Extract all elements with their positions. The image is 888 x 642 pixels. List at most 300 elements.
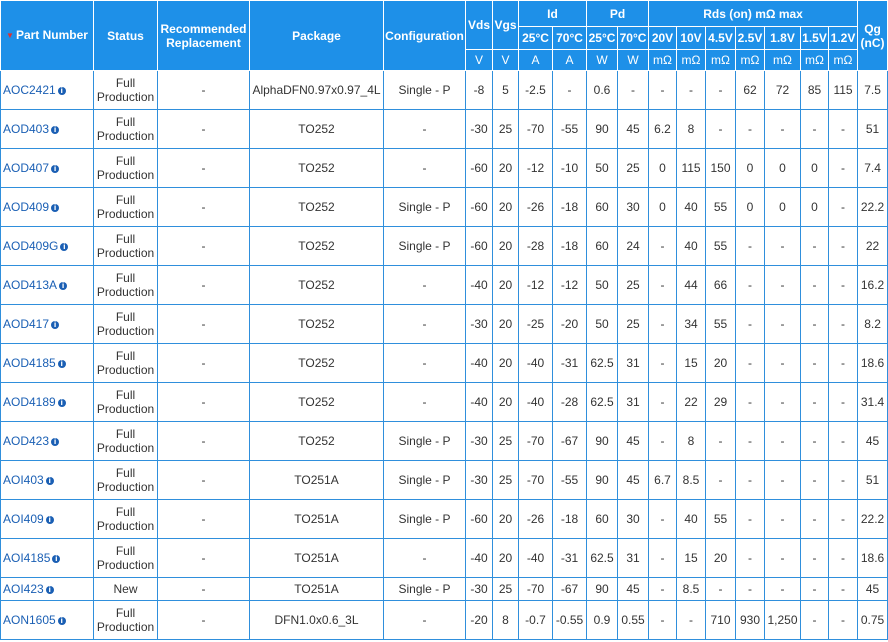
info-icon[interactable]: i — [58, 87, 66, 95]
package-cell: TO252 — [250, 344, 384, 383]
value-cell: -30 — [466, 422, 493, 461]
package-cell: TO251A — [250, 461, 384, 500]
value-cell: - — [801, 344, 829, 383]
value-cell: 0 — [649, 149, 677, 188]
table-row — [1, 500, 888, 539]
header-vds[interactable]: Vds — [466, 1, 493, 50]
header-configuration[interactable]: Configuration — [384, 1, 466, 71]
package-cell: TO251A — [250, 539, 384, 578]
value-cell: -70 — [519, 110, 553, 149]
part-number-cell — [1, 71, 94, 110]
value-cell: -18 — [553, 500, 587, 539]
value-cell: - — [765, 344, 801, 383]
value-cell: 8.5 — [677, 578, 706, 601]
value-cell: - — [801, 578, 829, 601]
qg-cell: 18.6 — [858, 539, 888, 578]
table-row — [1, 601, 888, 640]
value-cell: 45 — [618, 422, 649, 461]
value-cell: 30 — [618, 188, 649, 227]
table-row — [1, 110, 888, 149]
value-cell: 22 — [677, 383, 706, 422]
value-cell: - — [765, 461, 801, 500]
info-icon[interactable]: i — [46, 586, 54, 594]
qg-cell: 7.5 — [858, 71, 888, 110]
qg-cell: 22 — [858, 227, 888, 266]
header-recommended-replacement[interactable]: Recommended Replacement — [158, 1, 250, 71]
package-cell: TO252 — [250, 188, 384, 227]
value-cell: 6.2 — [649, 110, 677, 149]
header-package[interactable]: Package — [250, 1, 384, 71]
value-cell: 60 — [587, 227, 618, 266]
header-rds-voltage-2[interactable]: 4.5V — [706, 27, 736, 50]
value-cell: - — [801, 539, 829, 578]
part-number-cell — [1, 227, 94, 266]
value-cell: 40 — [677, 227, 706, 266]
value-cell: - — [649, 539, 677, 578]
value-cell: -67 — [553, 422, 587, 461]
value-cell: 1,250 — [765, 601, 801, 640]
header-rds-voltage-1[interactable]: 10V — [677, 27, 706, 50]
value-cell: - — [649, 71, 677, 110]
value-cell: -12 — [519, 266, 553, 305]
configuration-cell: Single - P — [384, 461, 466, 500]
value-cell: 31 — [618, 344, 649, 383]
package-cell: TO252 — [250, 422, 384, 461]
status-cell: Full Production — [94, 539, 158, 578]
value-cell: - — [829, 601, 858, 640]
table-row — [1, 344, 888, 383]
value-cell: 0 — [765, 188, 801, 227]
info-icon[interactable]: i — [58, 360, 66, 368]
value-cell: 45 — [618, 110, 649, 149]
value-cell: 24 — [618, 227, 649, 266]
header-unit-11: mΩ — [801, 50, 829, 71]
value-cell: 115 — [677, 149, 706, 188]
status-cell: Full Production — [94, 422, 158, 461]
value-cell: - — [765, 422, 801, 461]
part-number-link[interactable]: AOI423 — [3, 582, 44, 596]
qg-cell: 45 — [858, 422, 888, 461]
value-cell: -30 — [466, 305, 493, 344]
header-unit-6: mΩ — [649, 50, 677, 71]
value-cell: - — [649, 578, 677, 601]
part-number-link[interactable]: AOI409 — [3, 512, 44, 526]
part-number-link[interactable]: AOI4185 — [3, 551, 51, 565]
value-cell: 20 — [493, 344, 519, 383]
header-rds-voltage-6[interactable]: 1.2V — [829, 27, 858, 50]
value-cell: 62.5 — [587, 383, 618, 422]
value-cell: 5 — [493, 71, 519, 110]
value-cell: 20 — [493, 383, 519, 422]
header-rds: Rds (on) mΩ max — [649, 1, 858, 27]
replacement-cell: - — [158, 461, 250, 500]
part-number-link[interactable]: AOC2421 — [3, 83, 56, 97]
header-temp-0[interactable]: 25°C — [519, 27, 553, 50]
value-cell: 55 — [706, 227, 736, 266]
value-cell: -12 — [553, 266, 587, 305]
value-cell: 115 — [829, 71, 858, 110]
value-cell: - — [649, 601, 677, 640]
configuration-cell: Single - P — [384, 71, 466, 110]
value-cell: 50 — [587, 305, 618, 344]
value-cell: 25 — [493, 110, 519, 149]
value-cell: -40 — [519, 344, 553, 383]
info-icon[interactable]: i — [51, 204, 59, 212]
value-cell: -40 — [466, 383, 493, 422]
part-number-link[interactable]: AOI403 — [3, 473, 44, 487]
part-number-link[interactable]: AOD409 — [3, 200, 50, 214]
table-row — [1, 266, 888, 305]
value-cell: - — [829, 539, 858, 578]
table-row — [1, 422, 888, 461]
info-icon[interactable]: i — [46, 477, 54, 485]
value-cell: -8 — [466, 71, 493, 110]
header-rds-voltage-4[interactable]: 1.8V — [765, 27, 801, 50]
value-cell: -20 — [553, 305, 587, 344]
value-cell: 31 — [618, 539, 649, 578]
value-cell: - — [829, 266, 858, 305]
qg-cell: 31.4 — [858, 383, 888, 422]
value-cell: - — [765, 110, 801, 149]
value-cell: - — [736, 461, 765, 500]
value-cell: 31 — [618, 383, 649, 422]
value-cell: 0.9 — [587, 601, 618, 640]
value-cell: - — [765, 266, 801, 305]
value-cell: - — [765, 383, 801, 422]
header-temp-1[interactable]: 70°C — [553, 27, 587, 50]
package-cell: DFN1.0x0.6_3L — [250, 601, 384, 640]
info-icon[interactable]: i — [51, 165, 59, 173]
status-cell: Full Production — [94, 110, 158, 149]
table-row — [1, 539, 888, 578]
value-cell: -26 — [519, 500, 553, 539]
value-cell: - — [801, 266, 829, 305]
value-cell: 40 — [677, 188, 706, 227]
status-cell: Full Production — [94, 149, 158, 188]
qg-cell: 16.2 — [858, 266, 888, 305]
configuration-cell: - — [384, 344, 466, 383]
header-unit-4: W — [587, 50, 618, 71]
value-cell: 60 — [587, 188, 618, 227]
package-cell: TO251A — [250, 500, 384, 539]
header-unit-10: mΩ — [765, 50, 801, 71]
value-cell: - — [829, 227, 858, 266]
value-cell: 25 — [618, 266, 649, 305]
value-cell: - — [829, 422, 858, 461]
part-number-link[interactable]: AOD409G — [3, 239, 59, 253]
replacement-cell: - — [158, 344, 250, 383]
value-cell: 0 — [736, 149, 765, 188]
replacement-cell: - — [158, 601, 250, 640]
info-icon[interactable]: i — [58, 399, 66, 407]
replacement-cell: - — [158, 422, 250, 461]
part-number-cell — [1, 601, 94, 640]
configuration-cell: Single - P — [384, 227, 466, 266]
status-cell: Full Production — [94, 383, 158, 422]
header-pd: Pd — [587, 1, 649, 27]
value-cell: -26 — [519, 188, 553, 227]
value-cell: - — [706, 110, 736, 149]
part-number-cell — [1, 539, 94, 578]
value-cell: - — [649, 422, 677, 461]
part-number-link[interactable]: AOD4189 — [3, 395, 56, 409]
value-cell: 8 — [677, 422, 706, 461]
value-cell: -18 — [553, 227, 587, 266]
replacement-cell: - — [158, 539, 250, 578]
value-cell: -12 — [519, 149, 553, 188]
value-cell: 25 — [493, 461, 519, 500]
value-cell: - — [649, 500, 677, 539]
info-icon[interactable]: i — [46, 516, 54, 524]
value-cell: 8 — [493, 601, 519, 640]
status-cell: Full Production — [94, 227, 158, 266]
value-cell: 0 — [801, 149, 829, 188]
info-icon[interactable]: i — [51, 321, 59, 329]
value-cell: 40 — [677, 500, 706, 539]
part-number-cell — [1, 266, 94, 305]
value-cell: - — [649, 266, 677, 305]
header-unit-7: mΩ — [677, 50, 706, 71]
value-cell: - — [829, 110, 858, 149]
value-cell: 90 — [587, 461, 618, 500]
value-cell: 20 — [706, 539, 736, 578]
value-cell: - — [829, 188, 858, 227]
package-cell: TO252 — [250, 110, 384, 149]
value-cell: 20 — [493, 500, 519, 539]
value-cell: - — [829, 578, 858, 601]
package-cell: TO252 — [250, 149, 384, 188]
table-row — [1, 149, 888, 188]
value-cell: -60 — [466, 227, 493, 266]
qg-cell: 45 — [858, 578, 888, 601]
value-cell: -67 — [553, 578, 587, 601]
value-cell: -70 — [519, 461, 553, 500]
value-cell: -40 — [466, 539, 493, 578]
status-cell: Full Production — [94, 266, 158, 305]
table-row — [1, 383, 888, 422]
info-icon[interactable]: i — [60, 243, 68, 251]
configuration-cell: Single - P — [384, 500, 466, 539]
sort-down-arrow-icon[interactable]: ▼ — [6, 31, 14, 40]
header-part-number[interactable]: ▼ Part Number — [1, 1, 94, 71]
value-cell: 20 — [493, 227, 519, 266]
value-cell: - — [801, 500, 829, 539]
header-unit-12: mΩ — [829, 50, 858, 71]
value-cell: -0.55 — [553, 601, 587, 640]
value-cell: - — [736, 110, 765, 149]
info-icon[interactable]: i — [58, 617, 66, 625]
value-cell: - — [736, 500, 765, 539]
configuration-cell: - — [384, 110, 466, 149]
value-cell: - — [553, 71, 587, 110]
value-cell: -28 — [553, 383, 587, 422]
configuration-cell: - — [384, 305, 466, 344]
value-cell: 15 — [677, 344, 706, 383]
value-cell: 6.7 — [649, 461, 677, 500]
value-cell: - — [829, 383, 858, 422]
value-cell: 55 — [706, 305, 736, 344]
value-cell: - — [829, 461, 858, 500]
package-cell: TO252 — [250, 266, 384, 305]
value-cell: - — [649, 227, 677, 266]
part-number-link[interactable]: AOD407 — [3, 161, 50, 175]
header-unit-8: mΩ — [706, 50, 736, 71]
info-icon[interactable]: i — [51, 126, 59, 134]
value-cell: - — [829, 344, 858, 383]
qg-cell: 7.4 — [858, 149, 888, 188]
value-cell: -70 — [519, 422, 553, 461]
header-qg[interactable]: Qg (nC) — [858, 1, 888, 71]
configuration-cell: - — [384, 149, 466, 188]
value-cell: 90 — [587, 422, 618, 461]
value-cell: 34 — [677, 305, 706, 344]
part-number-link[interactable]: AOD413A — [3, 278, 58, 292]
value-cell: -60 — [466, 188, 493, 227]
header-unit-9: mΩ — [736, 50, 765, 71]
value-cell: -40 — [466, 266, 493, 305]
part-number-link[interactable]: AON1605 — [3, 613, 56, 627]
header-vgs[interactable]: Vgs — [493, 1, 519, 50]
value-cell: 29 — [706, 383, 736, 422]
status-cell: Full Production — [94, 344, 158, 383]
value-cell: - — [649, 383, 677, 422]
value-cell: 44 — [677, 266, 706, 305]
part-number-link[interactable]: AOD403 — [3, 122, 50, 136]
package-cell: TO252 — [250, 227, 384, 266]
qg-cell: 51 — [858, 461, 888, 500]
configuration-cell: Single - P — [384, 578, 466, 601]
replacement-cell: - — [158, 500, 250, 539]
table-row — [1, 188, 888, 227]
header-unit-0: V — [466, 50, 493, 71]
value-cell: - — [801, 227, 829, 266]
value-cell: - — [801, 110, 829, 149]
part-number-cell — [1, 578, 94, 601]
value-cell: 55 — [706, 500, 736, 539]
info-icon[interactable]: i — [51, 438, 59, 446]
value-cell: -2.5 — [519, 71, 553, 110]
value-cell: 710 — [706, 601, 736, 640]
status-cell: Full Production — [94, 305, 158, 344]
value-cell: - — [649, 344, 677, 383]
header-unit-1: V — [493, 50, 519, 71]
part-number-link[interactable]: AOD423 — [3, 434, 50, 448]
header-temp-3[interactable]: 70°C — [618, 27, 649, 50]
value-cell: 0 — [765, 149, 801, 188]
value-cell: -18 — [553, 188, 587, 227]
value-cell: -40 — [519, 539, 553, 578]
value-cell: 50 — [587, 149, 618, 188]
header-unit-5: W — [618, 50, 649, 71]
value-cell: -60 — [466, 149, 493, 188]
value-cell: -10 — [553, 149, 587, 188]
replacement-cell: - — [158, 383, 250, 422]
replacement-cell: - — [158, 188, 250, 227]
value-cell: 30 — [618, 500, 649, 539]
value-cell: 25 — [618, 149, 649, 188]
replacement-cell: - — [158, 578, 250, 601]
value-cell: 930 — [736, 601, 765, 640]
value-cell: -28 — [519, 227, 553, 266]
value-cell: 62.5 — [587, 539, 618, 578]
part-number-link[interactable]: AOD4185 — [3, 356, 56, 370]
value-cell: - — [801, 305, 829, 344]
value-cell: 25 — [493, 422, 519, 461]
status-cell: Full Production — [94, 500, 158, 539]
value-cell: 0 — [649, 188, 677, 227]
value-cell: 90 — [587, 110, 618, 149]
value-cell: - — [829, 500, 858, 539]
value-cell: - — [677, 71, 706, 110]
value-cell: 45 — [618, 461, 649, 500]
part-number-cell — [1, 188, 94, 227]
part-number-cell — [1, 422, 94, 461]
value-cell: - — [706, 422, 736, 461]
value-cell: 15 — [677, 539, 706, 578]
value-cell: - — [801, 601, 829, 640]
info-icon[interactable]: i — [59, 282, 67, 290]
header-rds-voltage-3[interactable]: 2.5V — [736, 27, 765, 50]
info-icon[interactable]: i — [52, 555, 60, 563]
status-cell: Full Production — [94, 461, 158, 500]
value-cell: - — [829, 305, 858, 344]
qg-cell: 0.75 — [858, 601, 888, 640]
value-cell: -70 — [519, 578, 553, 601]
value-cell: -31 — [553, 539, 587, 578]
value-cell: 90 — [587, 578, 618, 601]
value-cell: - — [736, 539, 765, 578]
part-number-link[interactable]: AOD417 — [3, 317, 50, 331]
package-cell: TO251A — [250, 578, 384, 601]
value-cell: 20 — [493, 188, 519, 227]
value-cell: 8.5 — [677, 461, 706, 500]
header-status[interactable]: Status — [94, 1, 158, 71]
value-cell: - — [649, 305, 677, 344]
qg-cell: 18.6 — [858, 344, 888, 383]
value-cell: -60 — [466, 500, 493, 539]
table-row — [1, 71, 888, 110]
value-cell: -30 — [466, 110, 493, 149]
value-cell: 72 — [765, 71, 801, 110]
configuration-cell: Single - P — [384, 422, 466, 461]
header-rds-voltage-0[interactable]: 20V — [649, 27, 677, 50]
header-rds-voltage-5[interactable]: 1.5V — [801, 27, 829, 50]
configuration-cell: - — [384, 383, 466, 422]
table-row — [1, 227, 888, 266]
value-cell: - — [736, 422, 765, 461]
header-unit-3: A — [553, 50, 587, 71]
value-cell: 20 — [493, 149, 519, 188]
replacement-cell: - — [158, 266, 250, 305]
value-cell: 55 — [706, 188, 736, 227]
part-number-cell — [1, 344, 94, 383]
value-cell: 20 — [493, 305, 519, 344]
value-cell: - — [765, 539, 801, 578]
package-cell: TO252 — [250, 305, 384, 344]
value-cell: -40 — [466, 344, 493, 383]
header-temp-2[interactable]: 25°C — [587, 27, 618, 50]
qg-cell: 22.2 — [858, 500, 888, 539]
value-cell: - — [801, 383, 829, 422]
value-cell: 0 — [736, 188, 765, 227]
value-cell: 20 — [493, 266, 519, 305]
table-row — [1, 305, 888, 344]
value-cell: 0.6 — [587, 71, 618, 110]
value-cell: 8 — [677, 110, 706, 149]
qg-cell: 22.2 — [858, 188, 888, 227]
configuration-cell: - — [384, 266, 466, 305]
value-cell: -55 — [553, 461, 587, 500]
